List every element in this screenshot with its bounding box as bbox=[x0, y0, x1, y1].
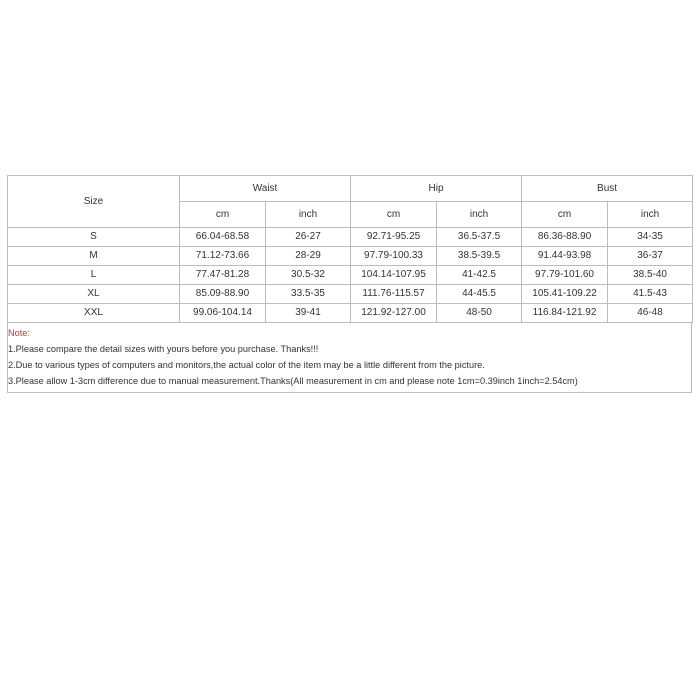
notes-box bbox=[7, 323, 692, 393]
table-cell: 85.09-88.90 bbox=[180, 285, 266, 304]
table-cell: 105.41-109.22 bbox=[522, 285, 608, 304]
table-cell: 38.5-39.5 bbox=[437, 247, 522, 266]
table-cell: 116.84-121.92 bbox=[522, 304, 608, 323]
table-row bbox=[8, 266, 693, 285]
table-cell: 86.36-88.90 bbox=[522, 228, 608, 247]
table-cell: 77.47-81.28 bbox=[180, 266, 266, 285]
table-cell: 26-27 bbox=[266, 228, 351, 247]
table-cell: 39-41 bbox=[266, 304, 351, 323]
table-cell: 48-50 bbox=[437, 304, 522, 323]
size-table bbox=[7, 175, 693, 323]
unit-header: inch bbox=[266, 202, 351, 228]
unit-header: cm bbox=[180, 202, 266, 228]
group-header-row bbox=[8, 176, 693, 202]
table-cell: 28-29 bbox=[266, 247, 351, 266]
size-label: XXL bbox=[8, 304, 180, 323]
size-label: L bbox=[8, 266, 180, 285]
table-cell: 38.5-40 bbox=[608, 266, 693, 285]
size-label: XL bbox=[8, 285, 180, 304]
table-row bbox=[8, 285, 693, 304]
waist-header: Waist bbox=[180, 176, 351, 202]
hip-header: Hip bbox=[351, 176, 522, 202]
size-label: S bbox=[8, 228, 180, 247]
table-cell: 41.5-43 bbox=[608, 285, 693, 304]
table-cell: 71.12-73.66 bbox=[180, 247, 266, 266]
table-row bbox=[8, 247, 693, 266]
unit-header: inch bbox=[437, 202, 522, 228]
table-cell: 91.44-93.98 bbox=[522, 247, 608, 266]
table-cell: 36-37 bbox=[608, 247, 693, 266]
table-cell: 34-35 bbox=[608, 228, 693, 247]
table-row bbox=[8, 304, 693, 323]
note-item: 1.Please compare the detail sizes with yours before you purchase. Thanks!!! bbox=[8, 344, 319, 354]
table-cell: 92.71-95.25 bbox=[351, 228, 437, 247]
table-cell: 33.5-35 bbox=[266, 285, 351, 304]
table-cell: 30.5-32 bbox=[266, 266, 351, 285]
table-cell: 44-45.5 bbox=[437, 285, 522, 304]
notes-title: Note: bbox=[8, 328, 30, 338]
table-cell: 97.79-101.60 bbox=[522, 266, 608, 285]
table-row bbox=[8, 228, 693, 247]
table-cell: 97.79-100.33 bbox=[351, 247, 437, 266]
size-label: M bbox=[8, 247, 180, 266]
unit-header: cm bbox=[351, 202, 437, 228]
note-item: 3.Please allow 1-3cm difference due to manual measurement.Thanks(All measurement in cm and please note 1cm=0.39inch 1inch=2.54cm) bbox=[8, 376, 578, 386]
table-cell: 104.14-107.95 bbox=[351, 266, 437, 285]
table-cell: 99.06-104.14 bbox=[180, 304, 266, 323]
size-rows bbox=[8, 228, 693, 323]
table-cell: 36.5-37.5 bbox=[437, 228, 522, 247]
table-cell: 111.76-115.57 bbox=[351, 285, 437, 304]
unit-header: cm bbox=[522, 202, 608, 228]
table-cell: 46-48 bbox=[608, 304, 693, 323]
table-cell: 121.92-127.00 bbox=[351, 304, 437, 323]
table-cell: 66.04-68.58 bbox=[180, 228, 266, 247]
note-item: 2.Due to various types of computers and monitors,the actual color of the item may be a little different from the picture. bbox=[8, 360, 485, 370]
size-column-header: Size bbox=[8, 176, 180, 228]
table-cell: 41-42.5 bbox=[437, 266, 522, 285]
size-chart bbox=[7, 175, 692, 393]
unit-header: inch bbox=[608, 202, 693, 228]
bust-header: Bust bbox=[522, 176, 693, 202]
